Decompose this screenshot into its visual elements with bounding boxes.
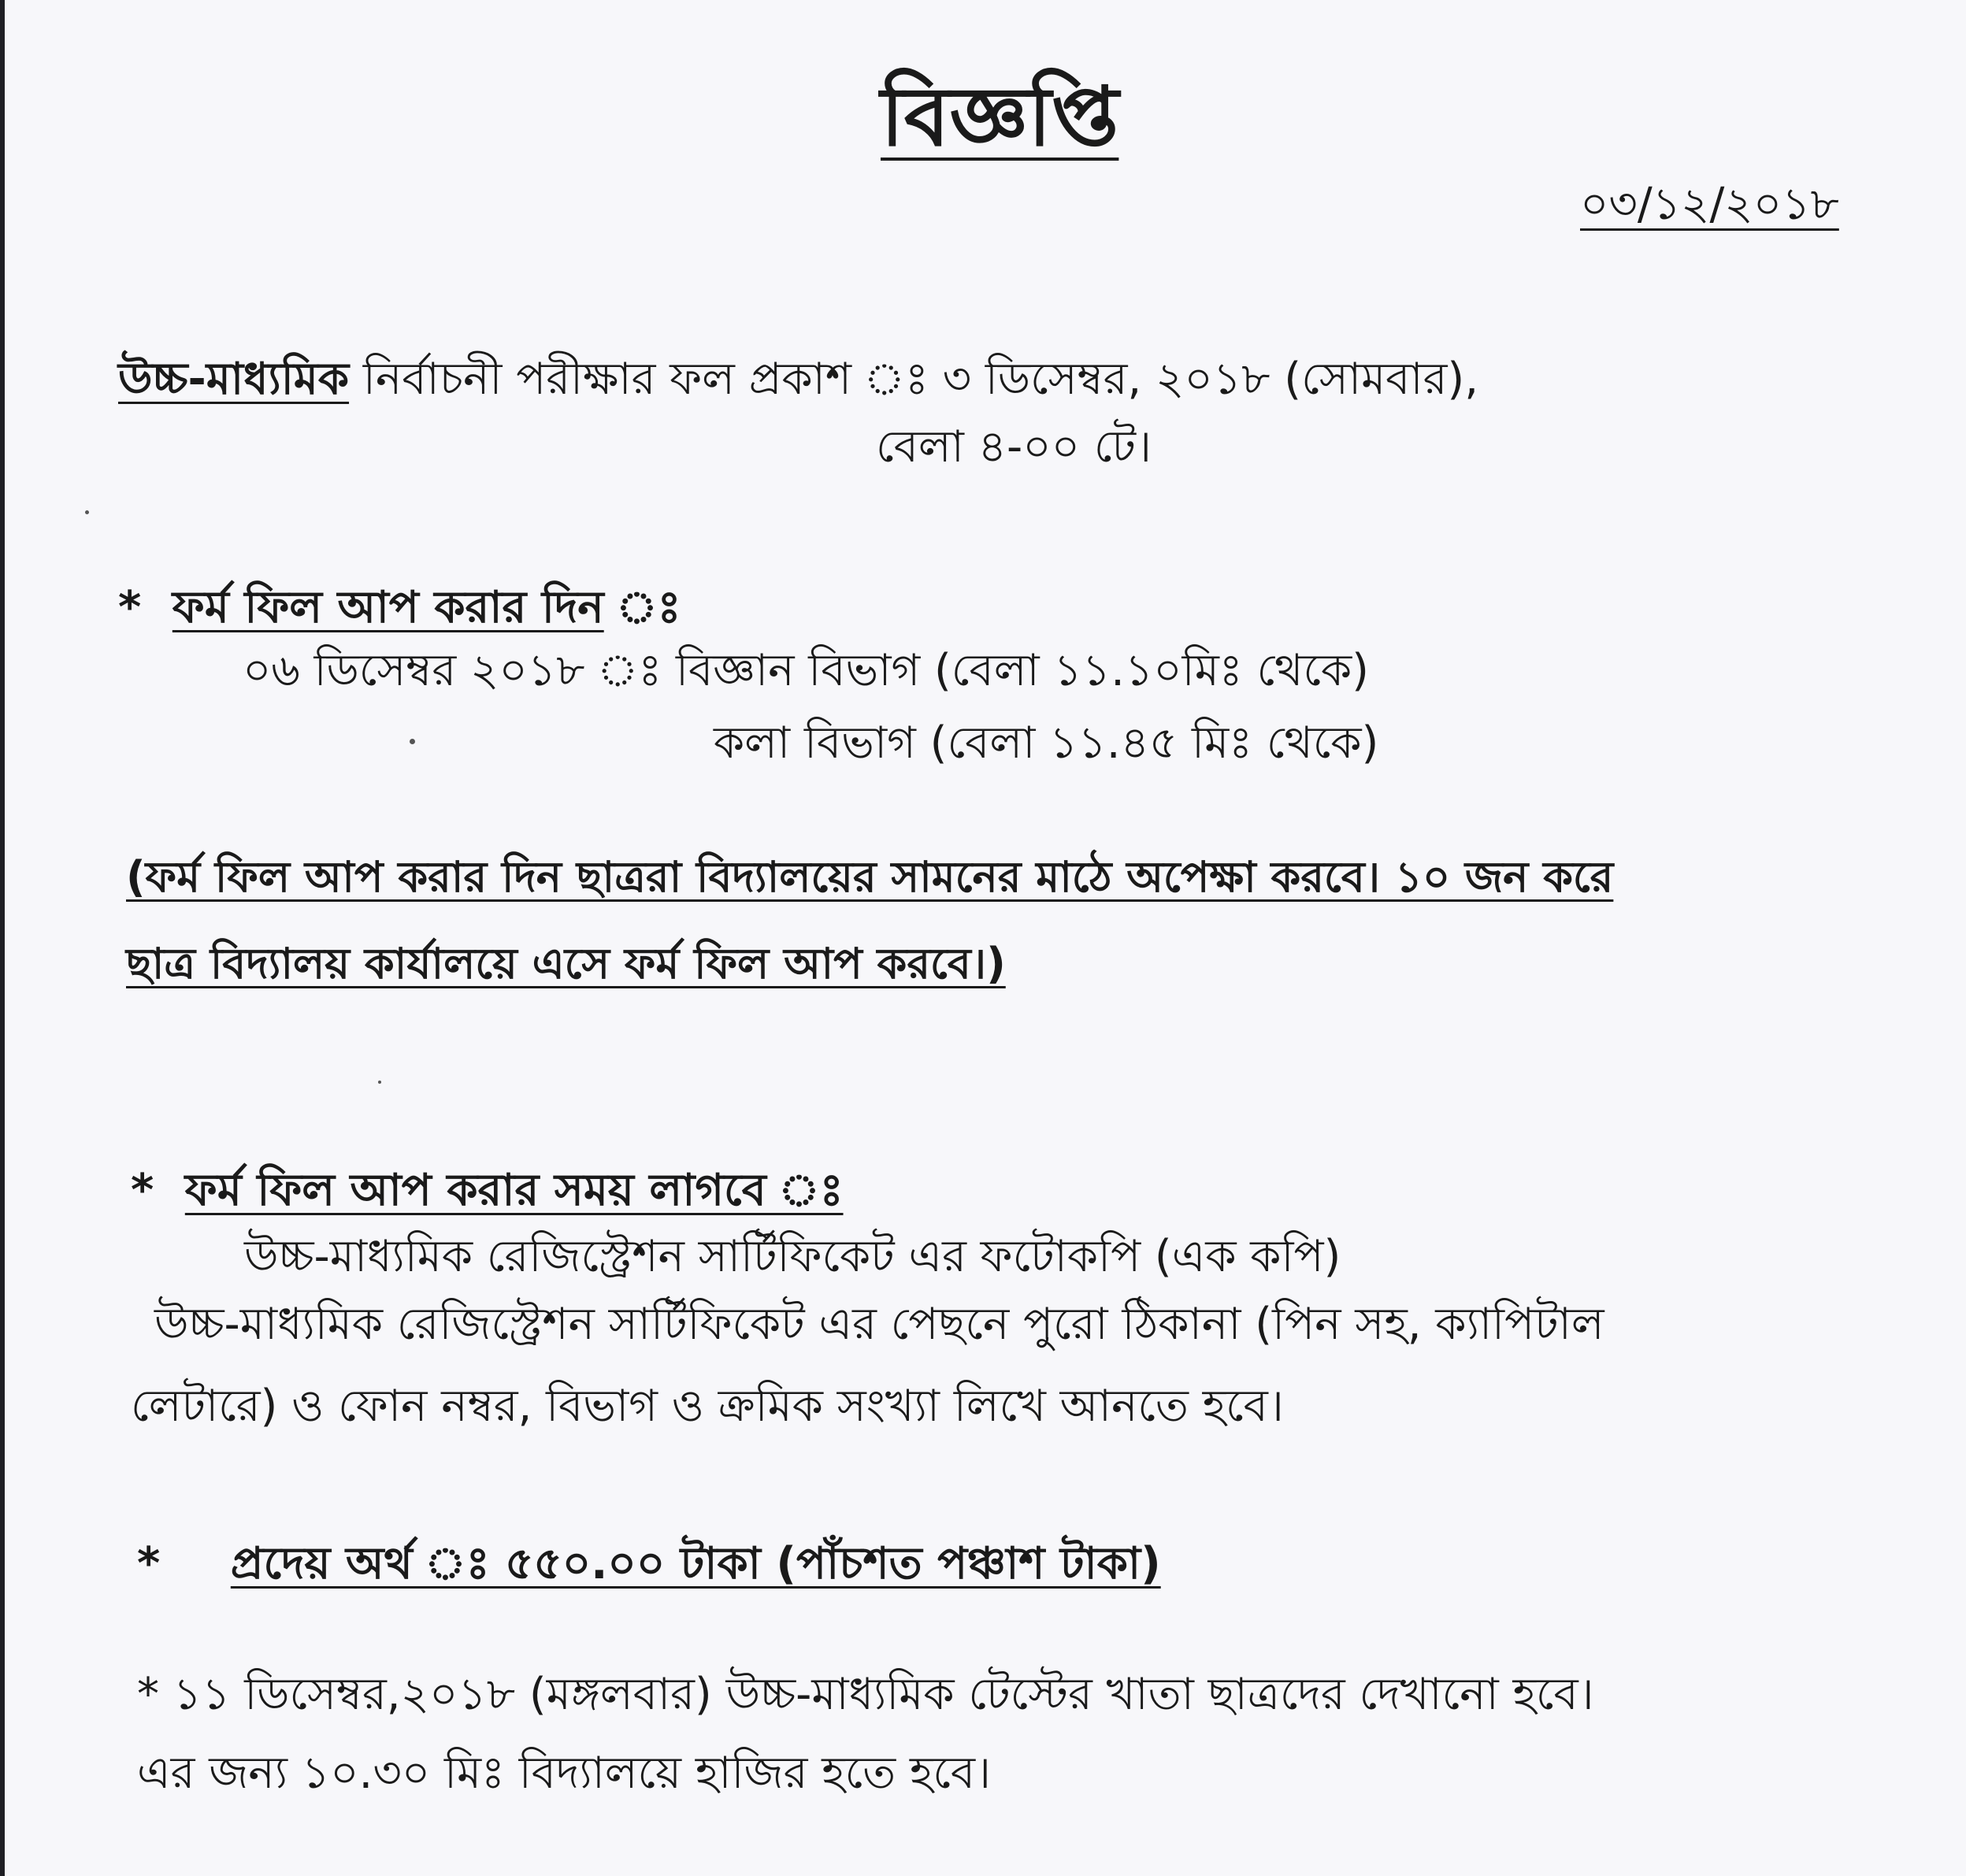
scan-edge: [0, 0, 5, 1876]
documents-line-3: লেটারে) ও ফোন নম্বর, বিভাগ ও ক্রমিক সংখ্যা লিখে আনতে হবে।: [131, 1381, 1284, 1432]
form-fillup-arts: কলা বিভাগ (বেলা ১১.৪৫ মিঃ থেকে): [714, 717, 1379, 769]
form-fillup-heading: ফর্ম ফিল আপ করার দিন: [172, 582, 604, 633]
scan-speck: [85, 510, 89, 514]
result-time: বেলা ৪-০০ টে।: [876, 421, 1152, 473]
notice-title: বিজ্ঞপ্তি: [881, 69, 1119, 165]
test-copy-line-1: * ১১ ডিসেম্বর,২০১৮ (মঙ্গলবার) উচ্চ-মাধ্যমিক টেস্টের খাতা ছাত্রদের দেখানো হবে।: [137, 1669, 1594, 1720]
documents-heading-line: [131, 1164, 844, 1217]
instruction-line-2: ছাত্র বিদ্যালয় কার্যালয়ে এসে ফর্ম ফিল আপ করবে।): [126, 939, 1006, 988]
scan-speck: [378, 1081, 381, 1084]
instruction-line-1: (ফর্ম ফিল আপ করার দিন ছাত্ররা বিদ্যালয়ের সামনের মাঠে অপেক্ষা করবে। ১০ জন করে: [126, 852, 1614, 902]
fee-text: প্রদেয় অর্থ ঃ ৫৫০.০০ টাকা (পাঁচশত পঞ্চাশ টাকা): [230, 1538, 1161, 1589]
documents-line-1: উচ্চ-মাধ্যমিক রেজিস্ট্রেশন সার্টিফিকেট এর ফটোকপি (এক কপি): [244, 1231, 1341, 1282]
form-fillup-heading-line: [118, 581, 681, 634]
scan-speck: [410, 739, 415, 744]
bullet: *: [118, 582, 142, 633]
result-subject: উচ্চ-মাধ্যমিক: [118, 354, 350, 405]
bullet: *: [131, 1165, 154, 1216]
result-line: [118, 353, 1478, 406]
bullet: *: [137, 1538, 161, 1589]
test-copy-line-2: এর জন্য ১০.৩০ মিঃ বিদ্যালয়ে হাজির হতে হবে।: [137, 1748, 992, 1799]
form-fillup-science: ০৬ ডিসেম্বর ২০১৮ ঃ বিজ্ঞান বিভাগ (বেলা ১১.১০মিঃ থেকে): [243, 645, 1369, 696]
documents-line-2: উচ্চ-মাধ্যমিক রেজিস্ট্রেশন সার্টিফিকেট এর পেছনে পুরো ঠিকানা (পিন সহ, ক্যাপিটাল: [154, 1299, 1604, 1350]
result-text: নির্বাচনী পরীক্ষার ফল প্রকাশ ঃ ৩ ডিসেম্বর, ২০১৮ (সোমবার),: [362, 354, 1479, 405]
documents-heading: ফর্ম ফিল আপ করার সময় লাগবে ঃ: [184, 1165, 844, 1216]
notice-date: ০৩/১২/২০১৮: [1580, 179, 1839, 230]
fee-line: [137, 1537, 1161, 1590]
